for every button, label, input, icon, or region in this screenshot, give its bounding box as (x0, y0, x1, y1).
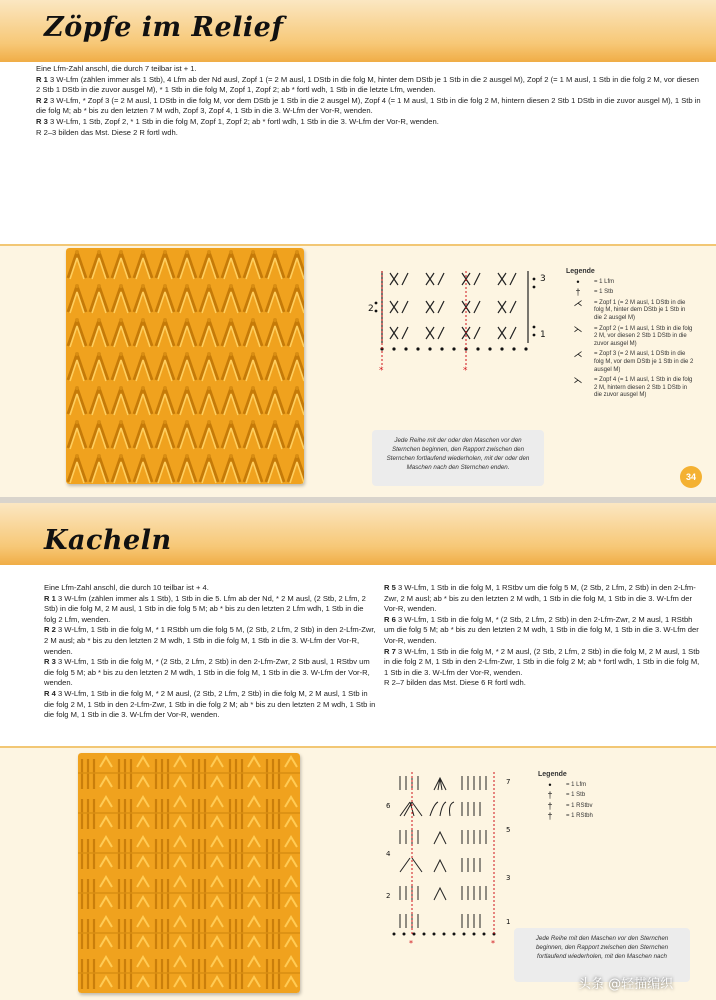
page-zoepfe-im-relief (0, 0, 716, 497)
instructions-left (44, 583, 377, 721)
cable-icon: ⋌ (573, 297, 583, 308)
instruction-row: R 2 3 W-Lfm, 1 Stb in die folg M, * 1 RStbh um die folg 5 M, (2 Stb, 2 Lfm, 2 Stb) in den 2-Lfm-Zwr, 2 M ausl; ab * bis zu den letzten 2 M wdh, 1 Stb in die folg M, 1 Stb in die 3. W-Lfm der Vor-R, wenden. (44, 625, 376, 656)
instructions (36, 64, 704, 138)
cable-icon: ⋋ (573, 375, 583, 386)
legend-heading: Legende (538, 771, 567, 778)
stitch-icon: † (575, 287, 581, 298)
instruction-row: R 7 3 W-Lfm, 1 Stb in die folg M, * 2 M ausl, (2 Stb, 2 Lfm, 2 Stb) in die folg M, 2 M ausl, 1 Stb in die folg 2 M, 1 Stb in den 2-Lfm-Zwr, 1 Stb in die folg 2 M; ab * fortl wdh, 1 Stb in die folg M, 1 Stb in die 3. W-Lfm der Vor-R, wenden. (384, 646, 700, 677)
note-box: Jede Reihe mit den Maschen vor den Sternchen beginnen, den Rapport zwischen den Sternchen fortlaufend wiederholen, mit den Maschen nach (514, 928, 690, 982)
legend-item: • = 1 Lfm (538, 782, 648, 790)
legend-item: † = 1 RStbh (538, 813, 648, 821)
legend (538, 771, 648, 824)
instruction-row: R 6 3 W-Lfm, 1 Stb in die folg M, * (2 Stb, 2 Lfm, 2 Stb) in den 2-Lfm-Zwr, 2 M ausl, 1 RStbh um die folg 5 M; ab * bis zu den letzten 2 M wdh, 1 Stb in die folg M, 1 Stb in die 3. W-Lfm der Vor-R, wenden. (384, 614, 699, 645)
legend-item: ⋌ = Zopf 3 (= 2 M ausl, 1 DStb in die folg M, vor dem DStb je 1 Stb in die 2 ausgel M) (566, 351, 694, 374)
instruction-row: R 3 3 W-Lfm, 1 Stb in die folg M, * (2 Stb, 2 Lfm, 2 Stb) in den 2-Lfm-Zwr, 2 Stb ausl, 1 RStbv um die folg 5 M; ab * bis zu den letzten 2 M wdh, 1 Stb in die folg M, 1 Stb in die 3. W-Lfm der Vor-R, wenden. (44, 657, 370, 688)
svg-text:*: * (491, 939, 495, 948)
legend-item: ⋌ = Zopf 1 (= 2 M ausl, 1 DStb in die folg M, hinter dem DStb je 1 Stb in die 2 ausgel M) (566, 300, 694, 323)
svg-text:*: * (379, 366, 384, 376)
outro-text: R 2–3 bilden das Mst. Diese 2 R fortl wdh. (36, 127, 178, 137)
title-bar (0, 0, 716, 62)
chart-row-label: 4 (386, 850, 391, 858)
page-number: 34 (680, 466, 702, 488)
intro-text: Eine Lfm-Zahl anschl, die durch 10 teilbar ist + 4. (44, 583, 209, 592)
instruction-row: R 3 3 W-Lfm, 1 Stb, Zopf 2, * 1 Stb in die folg M, Zopf 1, Zopf 2; ab * fortl wdh, 1 Stb in die 3. W-Lfm der Vor-R, wenden. (36, 116, 439, 126)
cable-icon: ⋌ (573, 349, 583, 360)
instruction-row: R 5 3 W-Lfm, 1 Stb in die folg M, 1 RStbv um die folg 5 M, (2 Stb, 2 Lfm, 2 Stb) in den 2-Lfm-Zwr, 2 M ausl; ab * bis zu den letzten 2 M wdh, 1 Stb in die folg M, 1 Stb in die 3. W-Lfm der Vor-R, wenden. (384, 583, 696, 614)
cable-icon: ⋋ (573, 323, 583, 334)
chart-row-label: 1 (540, 330, 546, 340)
page-title: Zöpfe im Relief (44, 12, 284, 43)
legend-item: † = 1 RStbv (538, 803, 648, 811)
watermark: 头条 @轻描编织 (578, 977, 674, 992)
chain-icon: • (576, 276, 580, 287)
legend-item: • = 1 Lfm (566, 279, 694, 287)
intro-text: Eine Lfm-Zahl anschl, die durch 7 teilbar ist + 1. (36, 64, 197, 73)
legend-item: † = 1 Stb (566, 289, 694, 297)
swatch-photo (78, 753, 300, 993)
chart-row-label: 2 (386, 892, 391, 900)
legend-heading: Legende (566, 268, 595, 275)
page-kacheln (0, 503, 716, 1000)
crochet-chart (368, 265, 558, 380)
instructions-right (384, 583, 704, 689)
title-bar (0, 503, 716, 565)
legend-item: ⋋ = Zopf 2 (= 1 M ausl, 1 Stb in die folg 2 M, vor diesen 2 Stb 1 DStb in die zuvor ausgel M) (566, 326, 694, 349)
legend (566, 268, 694, 403)
chart-row-label: 3 (506, 874, 511, 882)
chart-row-label: 3 (540, 274, 546, 284)
back-post-stitch-icon: † (547, 811, 553, 822)
legend-item: ⋋ = Zopf 4 (= 1 M ausl, 1 Stb in die folg 2 M, hintern diesen 2 Stb 1 DStb in die zuvor ausgel M) (566, 377, 694, 400)
chain-icon: • (548, 779, 552, 790)
instruction-row: R 1 3 W-Lfm (zählen immer als 1 Stb), 4 Lfm ab der Nd ausl, Zopf 1 (= 2 M ausl, 1 DStb in die folg M, hinter dem DStb je 1 Stb in die 2 ausgel M), Zopf 2 (= 1 M ausl, 1 Stb in die folg 2 M, vor diesen 2 Stb 1 DStb in die zuvor ausgel M), * 1 Stb in die folg M, Zopf 1, Zopf 2; ab * fortl wdh, 1 Stb in die letzte Lfm, wenden. (36, 74, 699, 95)
page-title: Kacheln (44, 525, 172, 556)
chart-row-label: 5 (506, 826, 511, 834)
chart-row-label: 7 (506, 778, 511, 786)
svg-text:*: * (463, 366, 468, 376)
crochet-chart (382, 768, 522, 948)
chart-row-label: 2 (368, 304, 374, 314)
legend-item: † = 1 Stb (538, 792, 648, 800)
chart-row-label: 1 (506, 918, 511, 926)
instruction-row: R 4 3 W-Lfm, 1 Stb in die folg M, * 2 M ausl, (2 Stb, 2 Lfm, 2 Stb) in die folg M, 2 M ausl, 1 Stb in die folg 2 M, 1 Stb in den 2-Lfm-Zwr, 1 Stb in die folg 2 M; ab * bis zu den letzten 2 M wdh, 1 Stb in die folg M, 1 Stb in die 3. W-Lfm der Vor-R, wenden. (44, 688, 376, 720)
swatch-photo (66, 248, 304, 484)
note-box: Jede Reihe mit der oder den Maschen vor den Sternchen beginnen, den Rapport zwischen den Sternchen fortlaufend wiederholen, mit der oder den Maschen nach den Sternchen enden. (372, 430, 544, 486)
svg-text:*: * (409, 939, 413, 948)
instructions (44, 583, 700, 733)
instruction-row: R 2 3 W-Lfm, * Zopf 3 (= 2 M ausl, 1 DStb in die folg M, vor dem DStb je 1 Stb in die 2 ausgel M), Zopf 4 (= 1 M ausl, 1 Stb in die folg 2 M, hintern diesen 2 Stb 1 DStb in die zuvor ausgel M), 1 Stb in die folg M; ab * bis zu den letzten 7 M wdh, Zopf 3, Zopf 4, 1 Stb in die 3. W-Lfm der Vor-R, wenden. (36, 95, 701, 116)
stitch-icon: † (547, 790, 553, 801)
instruction-row: R 1 3 W-Lfm (zählen immer als 1 Stb), 1 Stb in die 5. Lfm ab der Nd, * 2 M ausl, (2 Stb, 2 Lfm, 2 Stb) in die folg M, 2 M ausl, 1 Stb in die folg 5 M; ab * bis zu den letzten 2 Lfm wdh, 1 Stb in die folg 2 Lfm, wenden. (44, 593, 366, 624)
front-post-stitch-icon: † (547, 800, 553, 811)
chart-row-label: 6 (386, 802, 391, 810)
outro-text: R 2–7 bilden das Mst. Diese 6 R fortl wdh. (384, 678, 526, 688)
